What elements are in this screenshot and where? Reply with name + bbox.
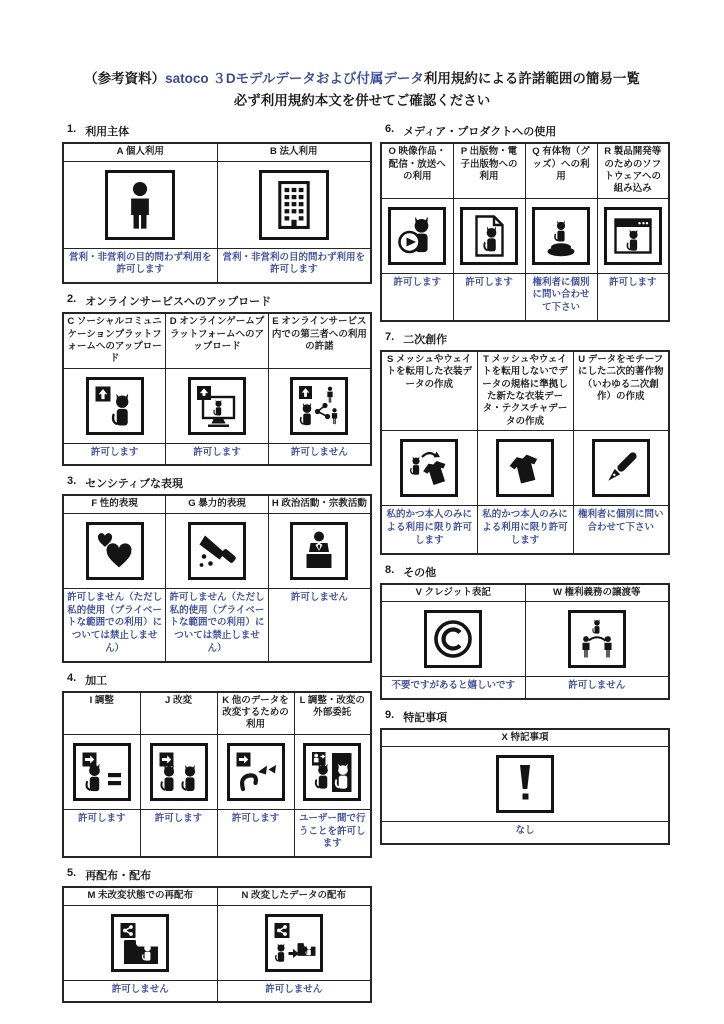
title-suffix: 利用規約による許諾範囲の簡易一覧: [423, 71, 640, 86]
permission-text: 許可します: [381, 273, 453, 321]
title-product-name: satoco ３Dモデルデータおよび付属データ: [165, 71, 424, 86]
permission-text: ユーザー間で行うことを許可します: [294, 809, 371, 857]
item-label: U データをモチーフにした二次的著作物（いわゆる二次創作）の作成: [573, 351, 669, 431]
item-label: C ソーシャルコミュニケーションプラットフォームへのアップロード: [63, 313, 166, 368]
permission-text: なし: [381, 822, 669, 844]
copyright-icon: [424, 610, 482, 668]
section-number: 4.: [67, 671, 77, 684]
permission-text: 私的かつ本人のみによる利用に限り許可します: [477, 506, 573, 554]
permission-text: 私的かつ本人のみによる利用に限り許可します: [381, 506, 477, 554]
permission-table: [380, 583, 670, 700]
title-line-1: [0, 68, 724, 90]
item-label: R 製品開発等のためのソフトウェアへの組み込み: [597, 143, 669, 198]
permission-table: [380, 142, 670, 322]
section-heading: [67, 293, 372, 309]
knife-icon: [188, 522, 246, 580]
section-title: メディア・プロダクトへの使用: [403, 126, 557, 139]
item-label: T メッシュやウェイトを転用しないでデータの規格に準拠した新たな衣装データ・テクスチャデータの作成: [477, 351, 573, 431]
permission-text: 営利・非営利の目的問わず利用を許可します: [217, 248, 371, 283]
permission-text: 許可しません: [217, 980, 371, 1002]
permission-text: 許可しません: [525, 676, 669, 698]
item-label: S メッシュやウェイトを転用した衣装データの作成: [381, 351, 477, 431]
permission-text: 許可します: [63, 443, 166, 465]
permission-text: 許可します: [166, 443, 269, 465]
section-title: 再配布・配布: [85, 870, 152, 883]
permission-table: [380, 728, 670, 845]
rights-transfer-icon: [568, 610, 626, 668]
permission-text: 許可します: [63, 809, 140, 857]
item-label: L 調整・改変の外部委託: [294, 692, 371, 735]
parts-reuse-icon: [227, 743, 285, 801]
costume-icon: [496, 439, 554, 497]
section-redistribution: [62, 867, 372, 1003]
permission-text: 許可します: [140, 809, 217, 857]
exclamation-icon: [496, 755, 554, 813]
section-heading: [385, 123, 670, 139]
permission-table: [380, 350, 670, 555]
permission-text: 権利者に個別に問い合わせて下さい: [573, 506, 669, 554]
section-number: 6.: [385, 123, 395, 136]
section-derivative-works: [380, 331, 670, 555]
video-play-cat-icon: [388, 207, 446, 265]
item-label: B 法人利用: [217, 143, 371, 161]
redistribute-folder-icon: [111, 914, 169, 972]
fountain-pen-icon: [592, 439, 650, 497]
permission-table: [62, 312, 372, 466]
section-heading: [385, 564, 670, 580]
upload-share-third-party-icon: [290, 377, 348, 435]
item-label: J 改変: [140, 692, 217, 735]
permission-text: 権利者に個別に問い合わせて下さい: [525, 273, 597, 321]
hearts-icon: [86, 522, 144, 580]
permission-text: 許可します: [217, 809, 294, 857]
modify-cats-icon: [150, 743, 208, 801]
permission-text: 許可しません（ただし私的使用（プライベートな範囲での利用）については禁止しません）: [63, 588, 166, 662]
section-heading: [67, 475, 372, 491]
software-window-cat-icon: [604, 207, 662, 265]
section-number: 1.: [67, 123, 77, 136]
section-heading: [385, 331, 670, 347]
item-label: H 政治活動・宗教活動: [268, 495, 371, 513]
item-label: Q 有体物（グッズ）への利用: [525, 143, 597, 198]
permission-text: 営利・非営利の目的問わず利用を許可します: [63, 248, 217, 283]
permission-text: 許可しません（ただし私的使用（プライベートな範囲での利用）については禁止しません）: [166, 588, 269, 662]
item-label: N 改変したデータの配布: [217, 887, 371, 905]
permission-table: [62, 691, 372, 858]
section-title: 加工: [85, 674, 108, 687]
item-label: V クレジット表記: [381, 584, 525, 602]
item-label: F 性的表現: [63, 495, 166, 513]
outsourcing-icon: [303, 743, 361, 801]
permission-text: 許可しません: [268, 443, 371, 465]
section-sensitive-expression: [62, 475, 372, 662]
title-subtitle: 必ず利用規約本文を併せてご確認ください: [233, 92, 491, 108]
section-title: センシティブな表現: [85, 478, 184, 491]
section-heading: [67, 123, 372, 139]
upload-monitor-cat-icon: [188, 377, 246, 435]
person-icon: [105, 170, 175, 240]
section-special-notes: [380, 709, 670, 845]
item-label: I 調整: [63, 692, 140, 735]
section-title: 二次創作: [403, 334, 448, 346]
permission-text: 許可します: [453, 273, 525, 321]
section-heading: [385, 709, 670, 725]
document-title: [0, 0, 724, 111]
building-icon: [259, 170, 329, 240]
section-usage-entity: [62, 123, 372, 284]
section-title: 利用主体: [85, 126, 130, 139]
section-number: 9.: [385, 708, 395, 721]
item-label: G 暴力的表現: [166, 495, 269, 513]
left-column: [62, 123, 372, 1012]
section-title: 特記事項: [403, 711, 448, 724]
item-label: A 個人利用: [63, 143, 217, 161]
section-online-upload: [62, 293, 372, 466]
permission-table: [62, 142, 372, 284]
section-number: 7.: [385, 331, 395, 343]
two-column-layout: [0, 123, 724, 1012]
section-title: その他: [403, 566, 437, 579]
section-title: オンラインサービスへのアップロード: [85, 296, 272, 309]
upload-cat-icon: [86, 377, 144, 435]
item-label: E オンラインサービス内での第三者への利用の許諾: [268, 313, 371, 368]
permission-text: 許可しません: [268, 588, 371, 662]
podium-speech-icon: [290, 522, 348, 580]
section-processing: [62, 672, 372, 858]
permission-table: [62, 494, 372, 662]
item-label: M 未改変状態での再配布: [63, 887, 217, 905]
permission-text: 不要ですがあると嬉しいです: [381, 676, 525, 698]
adjust-cat-icon: [73, 743, 131, 801]
section-number: 2.: [67, 293, 77, 306]
item-label: O 映像作品・配信・放送への利用: [381, 143, 453, 198]
distribute-modified-icon: [265, 914, 323, 972]
item-label: K 他のデータを改変するための利用: [217, 692, 294, 735]
section-media-product: [380, 123, 670, 322]
title-prefix: （参考資料）: [84, 71, 166, 86]
right-column: [380, 123, 670, 854]
costume-from-cat-icon: [400, 439, 458, 497]
permission-text: 許可します: [597, 273, 669, 321]
section-heading: [67, 867, 372, 883]
item-label: P 出版物・電子出版物への利用: [453, 143, 525, 198]
publication-cat-icon: [460, 207, 518, 265]
figurine-icon: [532, 207, 590, 265]
section-heading: [67, 672, 372, 688]
permission-table: [62, 886, 372, 1003]
section-others: [380, 564, 670, 700]
section-number: 5.: [67, 867, 77, 880]
permission-text: 許可しません: [63, 980, 217, 1002]
section-number: 8.: [385, 563, 395, 576]
section-number: 3.: [67, 475, 77, 488]
item-label: X 特記事項: [381, 729, 669, 747]
item-label: W 権利義務の譲渡等: [525, 584, 669, 602]
item-label: D オンラインゲームプラットフォームへのアップロード: [166, 313, 269, 368]
